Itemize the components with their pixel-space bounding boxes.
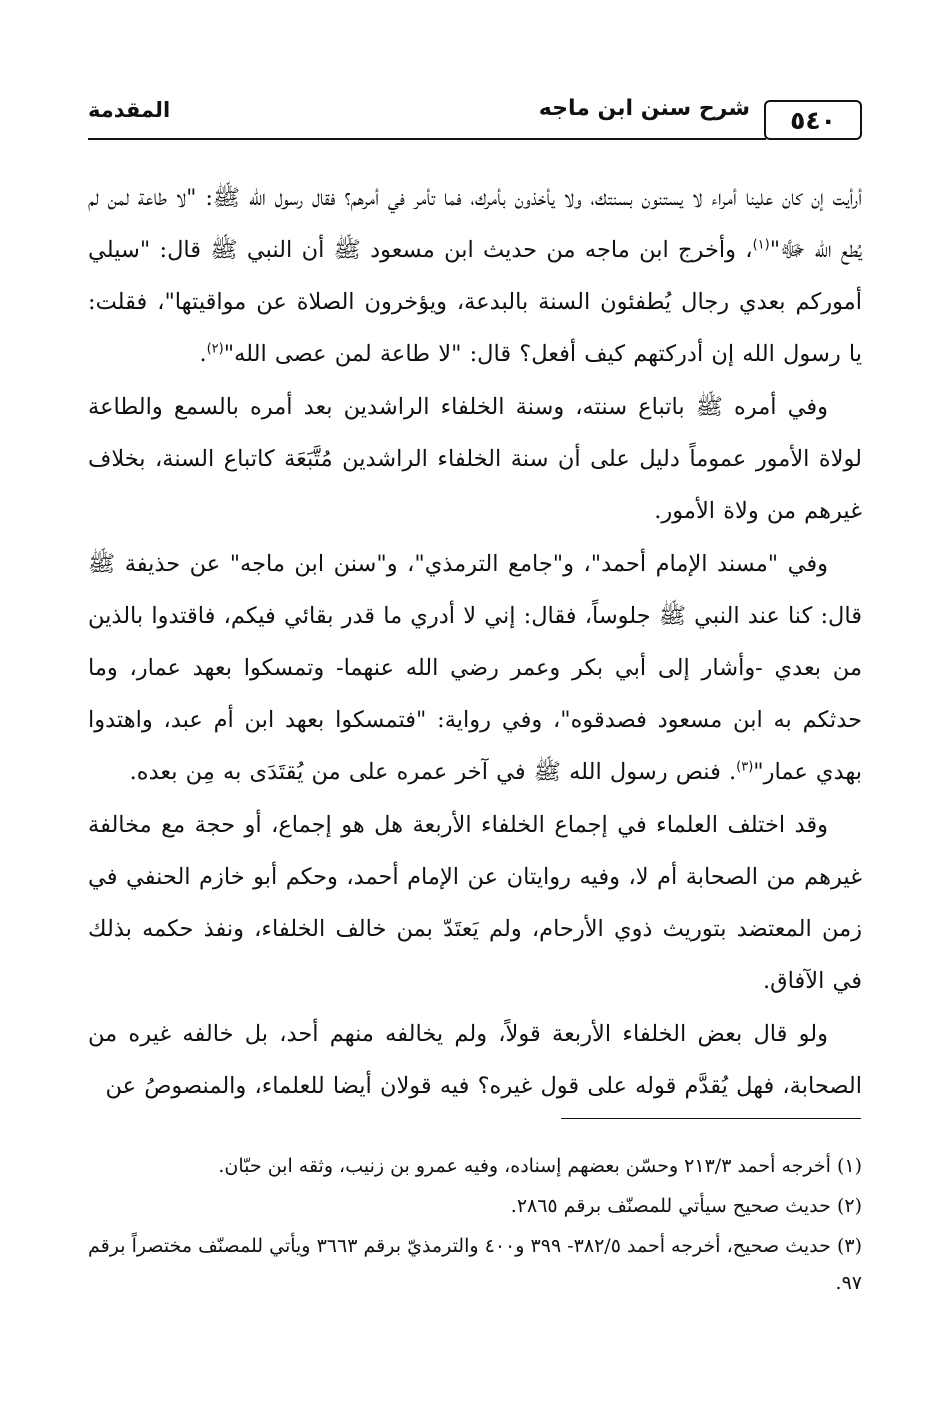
- paragraph-1-text-b: ، وأخرج ابن ماجه من حديث ابن مسعود ﷺ أن النبي ﷺ قال: "سيلي أموركم بعدي رجال يُطفئون السنة بالبدعة، ويؤخرون الصلاة عن مواقيتها"، فقلت: يا رسول الله إن أدركتهم كيف أفعل؟ قال: "لا طاعة لمن عصى الله": [88, 237, 862, 367]
- footnote-separator: [561, 1118, 861, 1119]
- paragraph-3-text-b: . فنص رسول الله ﷺ في آخر عمره على من يُقتَدَى به مِن بعده.: [129, 759, 737, 785]
- page-header: [88, 92, 862, 148]
- footnote-1: (١) أخرجه أحمد ٢١٣/٣ وحسّن بعضهم إسناده، وفيه عمرو بن زنيب، وثقه ابن حبّان.: [218, 1155, 862, 1177]
- footnote-ref-2: (٢): [206, 341, 224, 357]
- paragraph-3: [88, 538, 862, 798]
- paragraph-1-text-a: أرأيت إن كان علينا أمراء لا يستنون بسنتك، ولا يأخذون بأمرك، فما تأمر في أمرهم؟ فقال رسول الله ﷺ: "لا طاعة لمن لم يُطع الله ﷻ": [88, 185, 862, 263]
- paragraph-1-text-c: .: [199, 341, 207, 367]
- paragraph-4: وقد اختلف العلماء في إجماع الخلفاء الأربعة هل هو إجماع، أو حجة مع مخالفة غيرهم من الصحابة أم لا، وفيه روايتان عن الإمام أحمد، وحكم أبو خازم الحنفي في زمن المعتضد بتوريث ذوي الأرحام، ولم يَعتَدّ بمن خالف الخلفاء، ونفذ حكمه بذلك في الآفاق.: [88, 812, 862, 994]
- paragraph-5: ولو قال بعض الخلفاء الأربعة قولاً، ولم يخالفه منهم أحد، بل خالفه غيره من الصحابة، فهل يُقدَّم قوله على قول غيره؟ فيه قولان أيضا للعلماء، والمنصوصُ عن: [88, 1021, 862, 1099]
- paragraph-2: وفي أمره ﷺ باتباع سنته، وسنة الخلفاء الراشدين بعد أمره بالسمع والطاعة لولاة الأمور عموماً دليل على أن سنة الخلفاء الراشدين مُتَّبَعَة كاتباع السنة، بخلاف غيرهم من ولاة الأمور.: [88, 394, 862, 524]
- running-book-title: شرح سنن ابن ماجه: [538, 96, 750, 121]
- footnote-ref-3: (٣): [736, 759, 754, 775]
- page-number: ٥٤٠: [764, 100, 862, 140]
- running-section-title: المقدمة: [88, 98, 171, 122]
- footnote-3: (٣) حديث صحيح، أخرجه أحمد ٣٨٢/٥- ٣٩٩ و٤٠٠ والترمذيّ برقم ٣٦٦٣ ويأتي للمصنّف مختصراً برقم ٩٧.: [88, 1235, 862, 1294]
- paragraph-1: [88, 172, 862, 380]
- header-rule: [88, 138, 766, 140]
- footnote-ref-1: (١): [752, 237, 770, 253]
- footnote-2: (٢) حديث صحيح سيأتي للمصنّف برقم ٢٨٦٥.: [510, 1195, 862, 1217]
- main-text: [88, 172, 862, 1113]
- paragraph-3-text-a: وفي "مسند الإمام أحمد"، و"جامع الترمذي"، و"سنن ابن ماجه" عن حذيفة ﷺ قال: كنا عند النبي ﷺ جلوساً، فقال: إني لا أدري ما قدر بقائي فيكم، فاقتدوا بالذين من بعدي -وأشار إلى أبي بكر وعمر رضي الله عنهما- وتمسكوا بعهد عمار، وما حدثكم به ابن مسعود فصدقوه"، وفي رواية: "فتمسكوا بعهد ابن أم عبد، واهتدوا بهدي عمار": [88, 551, 862, 785]
- footnotes: [88, 1148, 862, 1305]
